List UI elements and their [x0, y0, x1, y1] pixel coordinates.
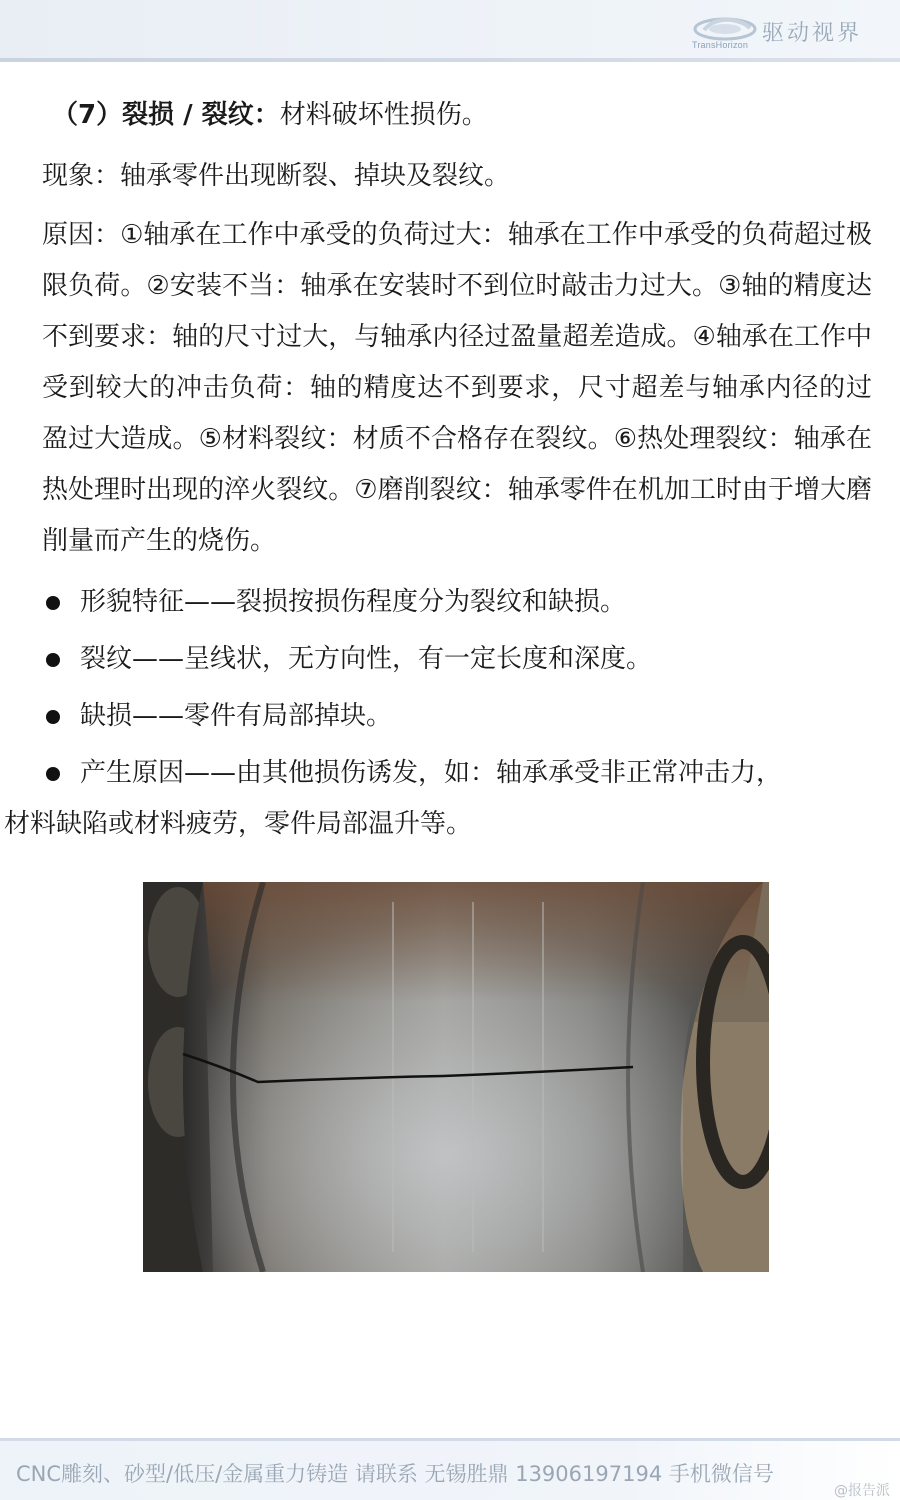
cause-paragraph: 原因：①轴承在工作中承受的负荷过大：轴承在工作中承受的负荷超过极限负荷。②安装不当：轴承在安装时不到位时敲击力过大。③轴的精度达不到要求：轴的尺寸过大，与轴承内径过盈量超差造成。④轴承在工作中受到较大的冲击负荷：轴的精度达不到要求，尺寸超差与轴承内径的过盈过大造成。⑤材料裂纹：材质不合格存在裂纹。⑥热处理裂纹：轴承在热处理时出现的淬火裂纹。⑦磨削裂纹：轴承零件在机加工时由于增大磨削量而产生的烧伤。 — [42, 220, 872, 556]
footer-divider — [0, 1438, 900, 1441]
page-header — [0, 0, 900, 60]
car-logo-icon — [692, 14, 758, 42]
list-item-text-continued: 材料缺陷或材料疲劳，零件局部温升等。 — [4, 809, 473, 839]
list-item — [42, 577, 872, 628]
list-item-text: 裂纹——呈线状，无方向性，有一定长度和深度。 — [80, 644, 653, 674]
section-title: （7）裂损 / 裂纹： — [52, 100, 280, 130]
list-item — [4, 748, 872, 850]
bullet-dot-icon — [46, 653, 60, 667]
bearing-crack-image — [143, 882, 769, 1272]
brand-logo — [692, 12, 882, 52]
section-subtitle: 材料破坏性损伤。 — [279, 100, 488, 130]
bullet-dot-icon — [46, 767, 60, 781]
header-divider — [0, 58, 900, 62]
bullet-list — [4, 577, 872, 850]
list-item-text: 产生原因——由其他损伤诱发，如：轴承承受非正常冲击力， — [80, 758, 783, 788]
list-item-text: 形貌特征——裂损按损伤程度分为裂纹和缺损。 — [80, 587, 627, 617]
footer-contact-text: CNC雕刻、砂型/低压/金属重力铸造 请联系 无锡胜鼎 13906197194 手机微信号 — [16, 1462, 774, 1486]
main-content — [4, 90, 872, 856]
watermark-text: @报告派 — [834, 1483, 890, 1499]
bearing-crack-photo — [143, 882, 769, 1272]
phenomenon-paragraph: 现象：轴承零件出现断裂、掉块及裂纹。 — [42, 161, 511, 191]
logo-chinese-text: 驱动视界 — [762, 21, 863, 46]
bullet-dot-icon — [46, 596, 60, 610]
page-footer — [0, 1438, 900, 1500]
list-item — [42, 691, 872, 742]
list-item-text: 缺损——零件有局部掉块。 — [80, 701, 393, 731]
logo-brand-text: TransHorizon — [692, 40, 749, 50]
section-heading — [42, 90, 872, 141]
list-item — [42, 634, 872, 685]
bullet-dot-icon — [46, 710, 60, 724]
